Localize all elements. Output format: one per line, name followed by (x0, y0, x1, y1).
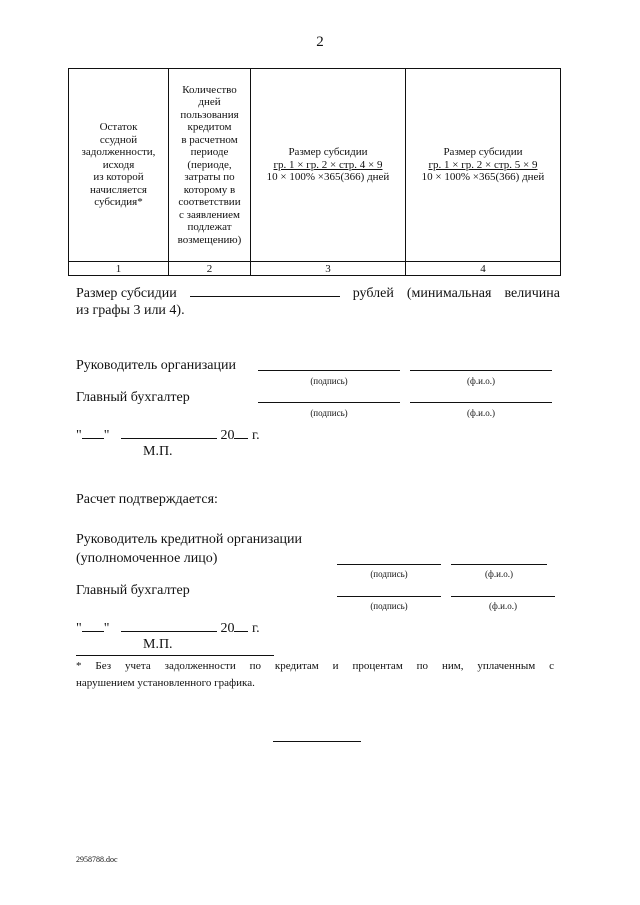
footnote-word: по (249, 660, 262, 672)
footnote-line1 (76, 658, 554, 674)
date-year-blank[interactable] (234, 426, 248, 439)
header-text-line: кредитом (187, 121, 232, 134)
col4-title: Размер субсидии (443, 146, 523, 159)
header-text-line: начисляется (90, 183, 147, 196)
subsidy-note-word: величина (504, 286, 560, 301)
table-number-row (69, 262, 561, 276)
org-head-label: Руководитель организации (76, 358, 236, 373)
col2-header (169, 69, 251, 262)
subsidy-amount-blank[interactable] (190, 284, 340, 297)
bank-head-sublabel: (уполномоченное лицо) (76, 551, 218, 566)
confirm-title: Расчет подтверждается: (76, 492, 218, 507)
name-caption: (ф.и.о.) (489, 601, 517, 611)
date-month-blank[interactable] (121, 619, 217, 632)
header-text-line: подлежат (187, 221, 232, 234)
date-month-blank[interactable] (121, 426, 217, 439)
header-text-line: которому в (183, 183, 236, 196)
header-text-line: субсидия* (94, 196, 143, 209)
col-number: 1 (69, 262, 169, 276)
footnote-word: учета (124, 660, 151, 672)
footnote-word: процентам (352, 660, 403, 672)
date-day-blank[interactable] (82, 426, 104, 439)
col4-header (406, 69, 561, 262)
end-separator (273, 741, 361, 742)
bank-date-line: " " 20 г. (76, 621, 260, 636)
header-text-line: в расчетном (181, 133, 238, 146)
name-caption: (ф.и.о.) (467, 376, 495, 386)
header-text-line: Количество (182, 83, 237, 96)
col3-formula-denominator: 10 × 100% ×365(366) дней (266, 171, 390, 184)
col1-header (69, 69, 169, 262)
name-caption: (ф.и.о.) (485, 569, 513, 579)
bank-accountant-label: Главный бухгалтер (76, 583, 190, 598)
col-number: 4 (406, 262, 561, 276)
bank-accountant-signature-line[interactable] (337, 596, 441, 597)
date-year-suffix: г. (251, 621, 260, 636)
bank-head-label: Руководитель кредитной организации (76, 532, 303, 547)
col4-formula-denominator: 10 × 100% ×365(366) дней (421, 171, 545, 184)
date-year-prefix: 20 (220, 428, 235, 443)
org-stamp-label: М.П. (143, 444, 173, 459)
col3-title: Размер субсидии (288, 146, 368, 159)
bank-head-name-line[interactable] (451, 564, 547, 565)
header-text-line: ссудной (99, 133, 138, 146)
header-text-line: задолженности, (81, 146, 156, 159)
footnote-word: по (416, 660, 429, 672)
page-number: 2 (316, 34, 324, 50)
date-year-prefix: 20 (220, 621, 235, 636)
table-header-row (69, 69, 561, 262)
header-text-line: дней (198, 96, 221, 109)
header-text-line: (периоде, (187, 158, 232, 171)
col-number: 3 (251, 262, 406, 276)
org-head-signature-line[interactable] (258, 370, 400, 371)
footnote-word: Без (95, 660, 112, 672)
signature-caption: (подпись) (370, 569, 408, 579)
subsidy-currency: рублей (352, 286, 394, 301)
footnote-separator (76, 655, 274, 656)
subsidy-calculation-table (68, 68, 561, 276)
org-accountant-name-line[interactable] (410, 402, 552, 403)
header-text-line: Остаток (99, 121, 138, 134)
subsidy-note-line2: из графы 3 или 4). (76, 303, 185, 318)
header-text-line: соответствии (178, 196, 241, 209)
date-year-suffix: г. (251, 428, 260, 443)
date-day-blank[interactable] (82, 619, 104, 632)
org-accountant-label: Главный бухгалтер (76, 390, 190, 405)
org-date-line: " " 20 г. (76, 428, 260, 443)
header-text-line: с заявлением (179, 208, 240, 221)
date-year-blank[interactable] (234, 619, 248, 632)
footnote-word: задолженности (164, 660, 236, 672)
bank-stamp-label: М.П. (143, 637, 173, 652)
org-accountant-signature-line[interactable] (258, 402, 400, 403)
footnote-word: ним, (441, 660, 464, 672)
footnote-word: кредитам (274, 660, 319, 672)
header-text-line: возмещению) (177, 233, 242, 246)
header-text-line: затраты по (184, 171, 235, 184)
signature-caption: (подпись) (310, 376, 348, 386)
footnote-word: уплаченным (477, 660, 536, 672)
bank-accountant-name-line[interactable] (451, 596, 555, 597)
footnote-line2: нарушением установленного графика. (76, 677, 255, 689)
doc-id: 2958788.doc (76, 855, 118, 864)
header-text-line: из которой (93, 171, 144, 184)
col3-formula-numerator: гр. 1 × гр. 2 × стр. 4 × 9 (273, 158, 383, 171)
bank-head-signature-line[interactable] (337, 564, 441, 565)
footnote-word: и (332, 660, 339, 672)
org-head-name-line[interactable] (410, 370, 552, 371)
signature-caption: (подпись) (370, 601, 408, 611)
signature-caption: (подпись) (310, 408, 348, 418)
col3-header (251, 69, 406, 262)
col4-formula-numerator: гр. 1 × гр. 2 × стр. 5 × 9 (428, 158, 538, 171)
header-text-line: периоде (190, 146, 229, 159)
subsidy-amount-line (76, 284, 560, 302)
footnote-word: * (76, 660, 82, 672)
subsidy-note-word: (минимальная (406, 286, 492, 301)
name-caption: (ф.и.о.) (467, 408, 495, 418)
subsidy-label: Размер субсидии (76, 286, 177, 301)
footnote-word: с (549, 660, 554, 672)
col-number: 2 (169, 262, 251, 276)
header-text-line: исходя (102, 158, 135, 171)
header-text-line: пользования (180, 108, 239, 121)
